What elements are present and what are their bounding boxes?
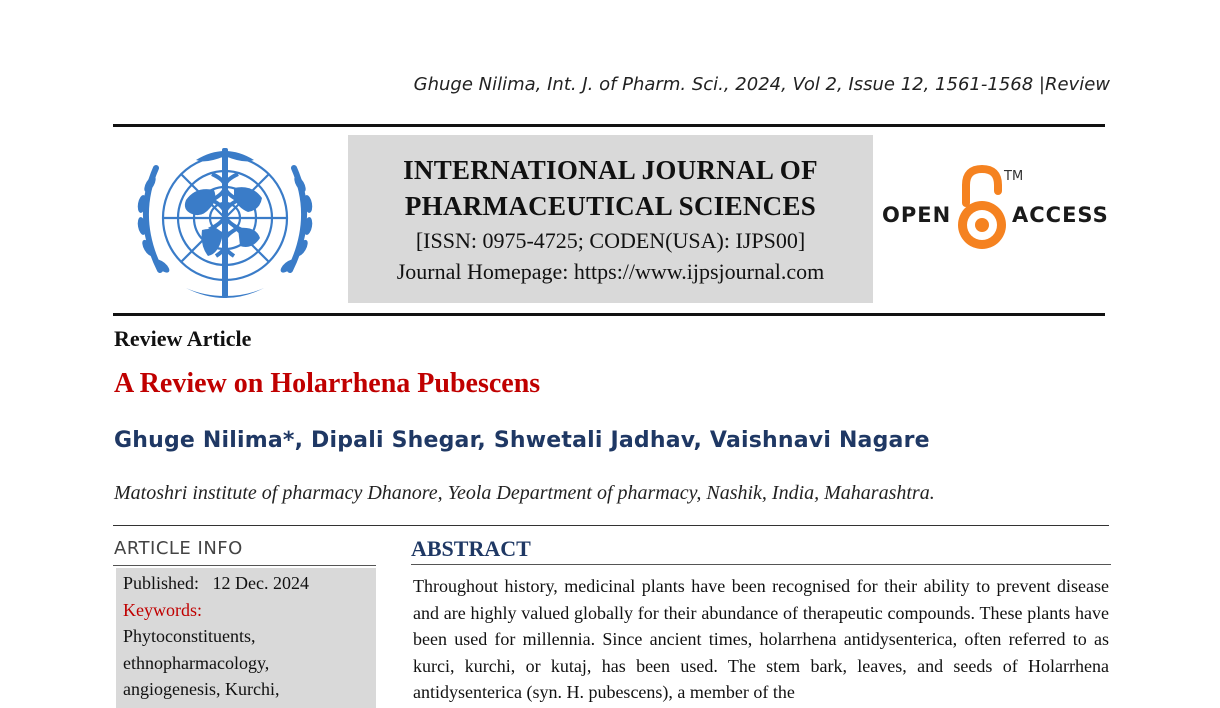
journal-homepage-link[interactable]: Journal Homepage: https://www.ijpsjournal.com [396, 259, 825, 284]
article-type: Review Article [114, 326, 252, 351]
open-access-access-text: ACCESS [1012, 203, 1109, 227]
abstract-body [413, 573, 1109, 706]
affiliation-divider [113, 525, 1109, 526]
open-access-lock-icon [954, 165, 1010, 253]
running-head: Ghuge Nilima, Int. J. of Pharm. Sci., 2024, Vol 2, Issue 12, 1561-1568 |Review [413, 74, 1110, 95]
keyword-item: angiogenesis, Kurchi, [123, 679, 280, 699]
header-rule-top [113, 124, 1105, 127]
open-access-open-text: OPEN [882, 203, 952, 227]
un-emblem-caduceus-icon [126, 138, 324, 306]
published-row [123, 570, 376, 597]
published-label: Published: [123, 573, 200, 593]
open-access-badge [880, 165, 1110, 255]
keywords-label: Keywords: [123, 599, 202, 620]
article-authors: Ghuge Nilima*, Dipali Shegar, Shwetali Jadhav, Vaishnavi Nagare [114, 428, 930, 453]
keyword-item: ethnopharmacology, [123, 652, 270, 673]
journal-title: INTERNATIONAL JOURNAL OF PHARMACEUTICAL SCIENCES [403, 155, 818, 221]
abstract-divider [411, 564, 1111, 565]
open-access-trademark: TM [1004, 169, 1024, 184]
article-info-divider [113, 565, 376, 566]
journal-issn: [ISSN: 0975-4725; CODEN(USA): IJPS00] [415, 228, 806, 253]
article-info-panel [116, 568, 376, 708]
published-date: 12 Dec. 2024 [212, 573, 309, 593]
article-title: A Review on Holarrhena Pubescens [114, 368, 541, 399]
article-info-heading: ARTICLE INFO [114, 538, 243, 559]
header-rule-bottom [113, 313, 1105, 316]
abstract-text: Throughout history, medicinal plants have been recognised for their ability to prevent disease and are highly valued globally for their abundance of therapeutic compounds. These plants have been used for millennia. Since ancient times, holarrhena antidysenterica, often referred to as kurci, kurchi, or kutaj, has been used. The stem bark, leaves, and seeds of Holarrhena antidysenterica (syn. H. pubescens), a member of the [413, 576, 1109, 702]
article-affiliation: Matoshri institute of pharmacy Dhanore, Yeola Department of pharmacy, Nashik, India, Maharashtra. [114, 482, 935, 504]
keyword-item: Phytoconstituents, [123, 626, 256, 646]
abstract-heading: ABSTRACT [411, 536, 531, 561]
journal-masthead [348, 135, 873, 303]
